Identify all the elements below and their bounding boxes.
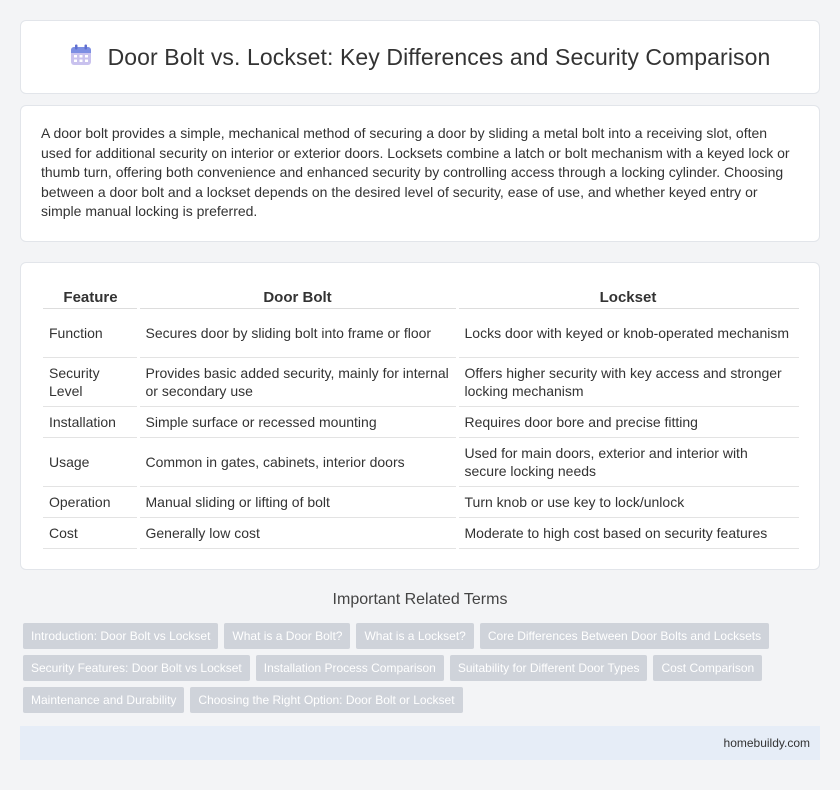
header-lockset: Lockset	[457, 285, 799, 309]
table-row	[43, 309, 799, 358]
cell-feature: Security Level	[43, 358, 138, 407]
header-card	[20, 20, 820, 94]
header-door-bolt: Door Bolt	[138, 285, 457, 309]
cell-door-bolt: Manual sliding or lifting of bolt	[138, 487, 457, 518]
tag-what-is-lockset[interactable]: What is a Lockset?	[356, 623, 473, 649]
tag-maintenance[interactable]: Maintenance and Durability	[23, 687, 184, 713]
tag-introduction[interactable]: Introduction: Door Bolt vs Lockset	[23, 623, 218, 649]
cell-door-bolt: Provides basic added security, mainly for internal or secondary use	[138, 358, 457, 407]
comparison-card	[20, 262, 820, 570]
tag-what-is-door-bolt[interactable]: What is a Door Bolt?	[224, 623, 350, 649]
related-terms-tags	[23, 623, 813, 713]
header-inner	[70, 44, 771, 71]
intro-card	[20, 105, 820, 242]
cell-lockset: Locks door with keyed or knob-operated mechanism	[457, 309, 799, 358]
calendar-icon	[70, 44, 92, 71]
cell-feature: Function	[43, 309, 138, 358]
table-row	[43, 358, 799, 407]
cell-feature: Usage	[43, 438, 138, 487]
cell-feature: Installation	[43, 407, 138, 438]
cell-door-bolt: Secures door by sliding bolt into frame or floor	[138, 309, 457, 358]
cell-lockset: Used for main doors, exterior and interior with secure locking needs	[457, 438, 799, 487]
comparison-table	[43, 285, 799, 549]
table-row	[43, 438, 799, 487]
cell-feature: Cost	[43, 518, 138, 549]
page-title: Door Bolt vs. Lockset: Key Differences and Security Comparison	[107, 43, 771, 70]
cell-feature: Operation	[43, 487, 138, 518]
cell-lockset: Offers higher security with key access and stronger locking mechanism	[457, 358, 799, 407]
intro-paragraph: A door bolt provides a simple, mechanical method of securing a door by sliding a metal bolt into a receiving slot, often used for additional security on interior or exterior doors. Locksets combine a latch or bolt mechanism with a keyed lock or thumb turn, offering both convenience and enhanced security by controlling access through a locking cylinder. Choosing between a door bolt and a lockset depends on the desired level of security, ease of use, and whether keyed entry or simple manual locking is preferred.	[41, 125, 790, 219]
table-row	[43, 518, 799, 549]
tag-core-differences[interactable]: Core Differences Between Door Bolts and Locksets	[480, 623, 769, 649]
footer-site[interactable]: homebuildy.com	[723, 736, 810, 750]
table-row	[43, 407, 799, 438]
table-header-row	[43, 285, 799, 309]
header-feature: Feature	[43, 285, 138, 309]
tag-installation-process[interactable]: Installation Process Comparison	[256, 655, 444, 681]
related-terms-title: Important Related Terms	[332, 591, 508, 608]
tag-suitability[interactable]: Suitability for Different Door Types	[450, 655, 648, 681]
tag-security-features[interactable]: Security Features: Door Bolt vs Lockset	[23, 655, 250, 681]
table-row	[43, 487, 799, 518]
tag-choosing-right-option[interactable]: Choosing the Right Option: Door Bolt or Lockset	[190, 687, 462, 713]
cell-lockset: Requires door bore and precise fitting	[457, 407, 799, 438]
footer	[20, 726, 820, 760]
cell-door-bolt: Common in gates, cabinets, interior doors	[138, 438, 457, 487]
cell-lockset: Moderate to high cost based on security features	[457, 518, 799, 549]
tag-cost-comparison[interactable]: Cost Comparison	[653, 655, 762, 681]
cell-door-bolt: Simple surface or recessed mounting	[138, 407, 457, 438]
cell-door-bolt: Generally low cost	[138, 518, 457, 549]
cell-lockset: Turn knob or use key to lock/unlock	[457, 487, 799, 518]
